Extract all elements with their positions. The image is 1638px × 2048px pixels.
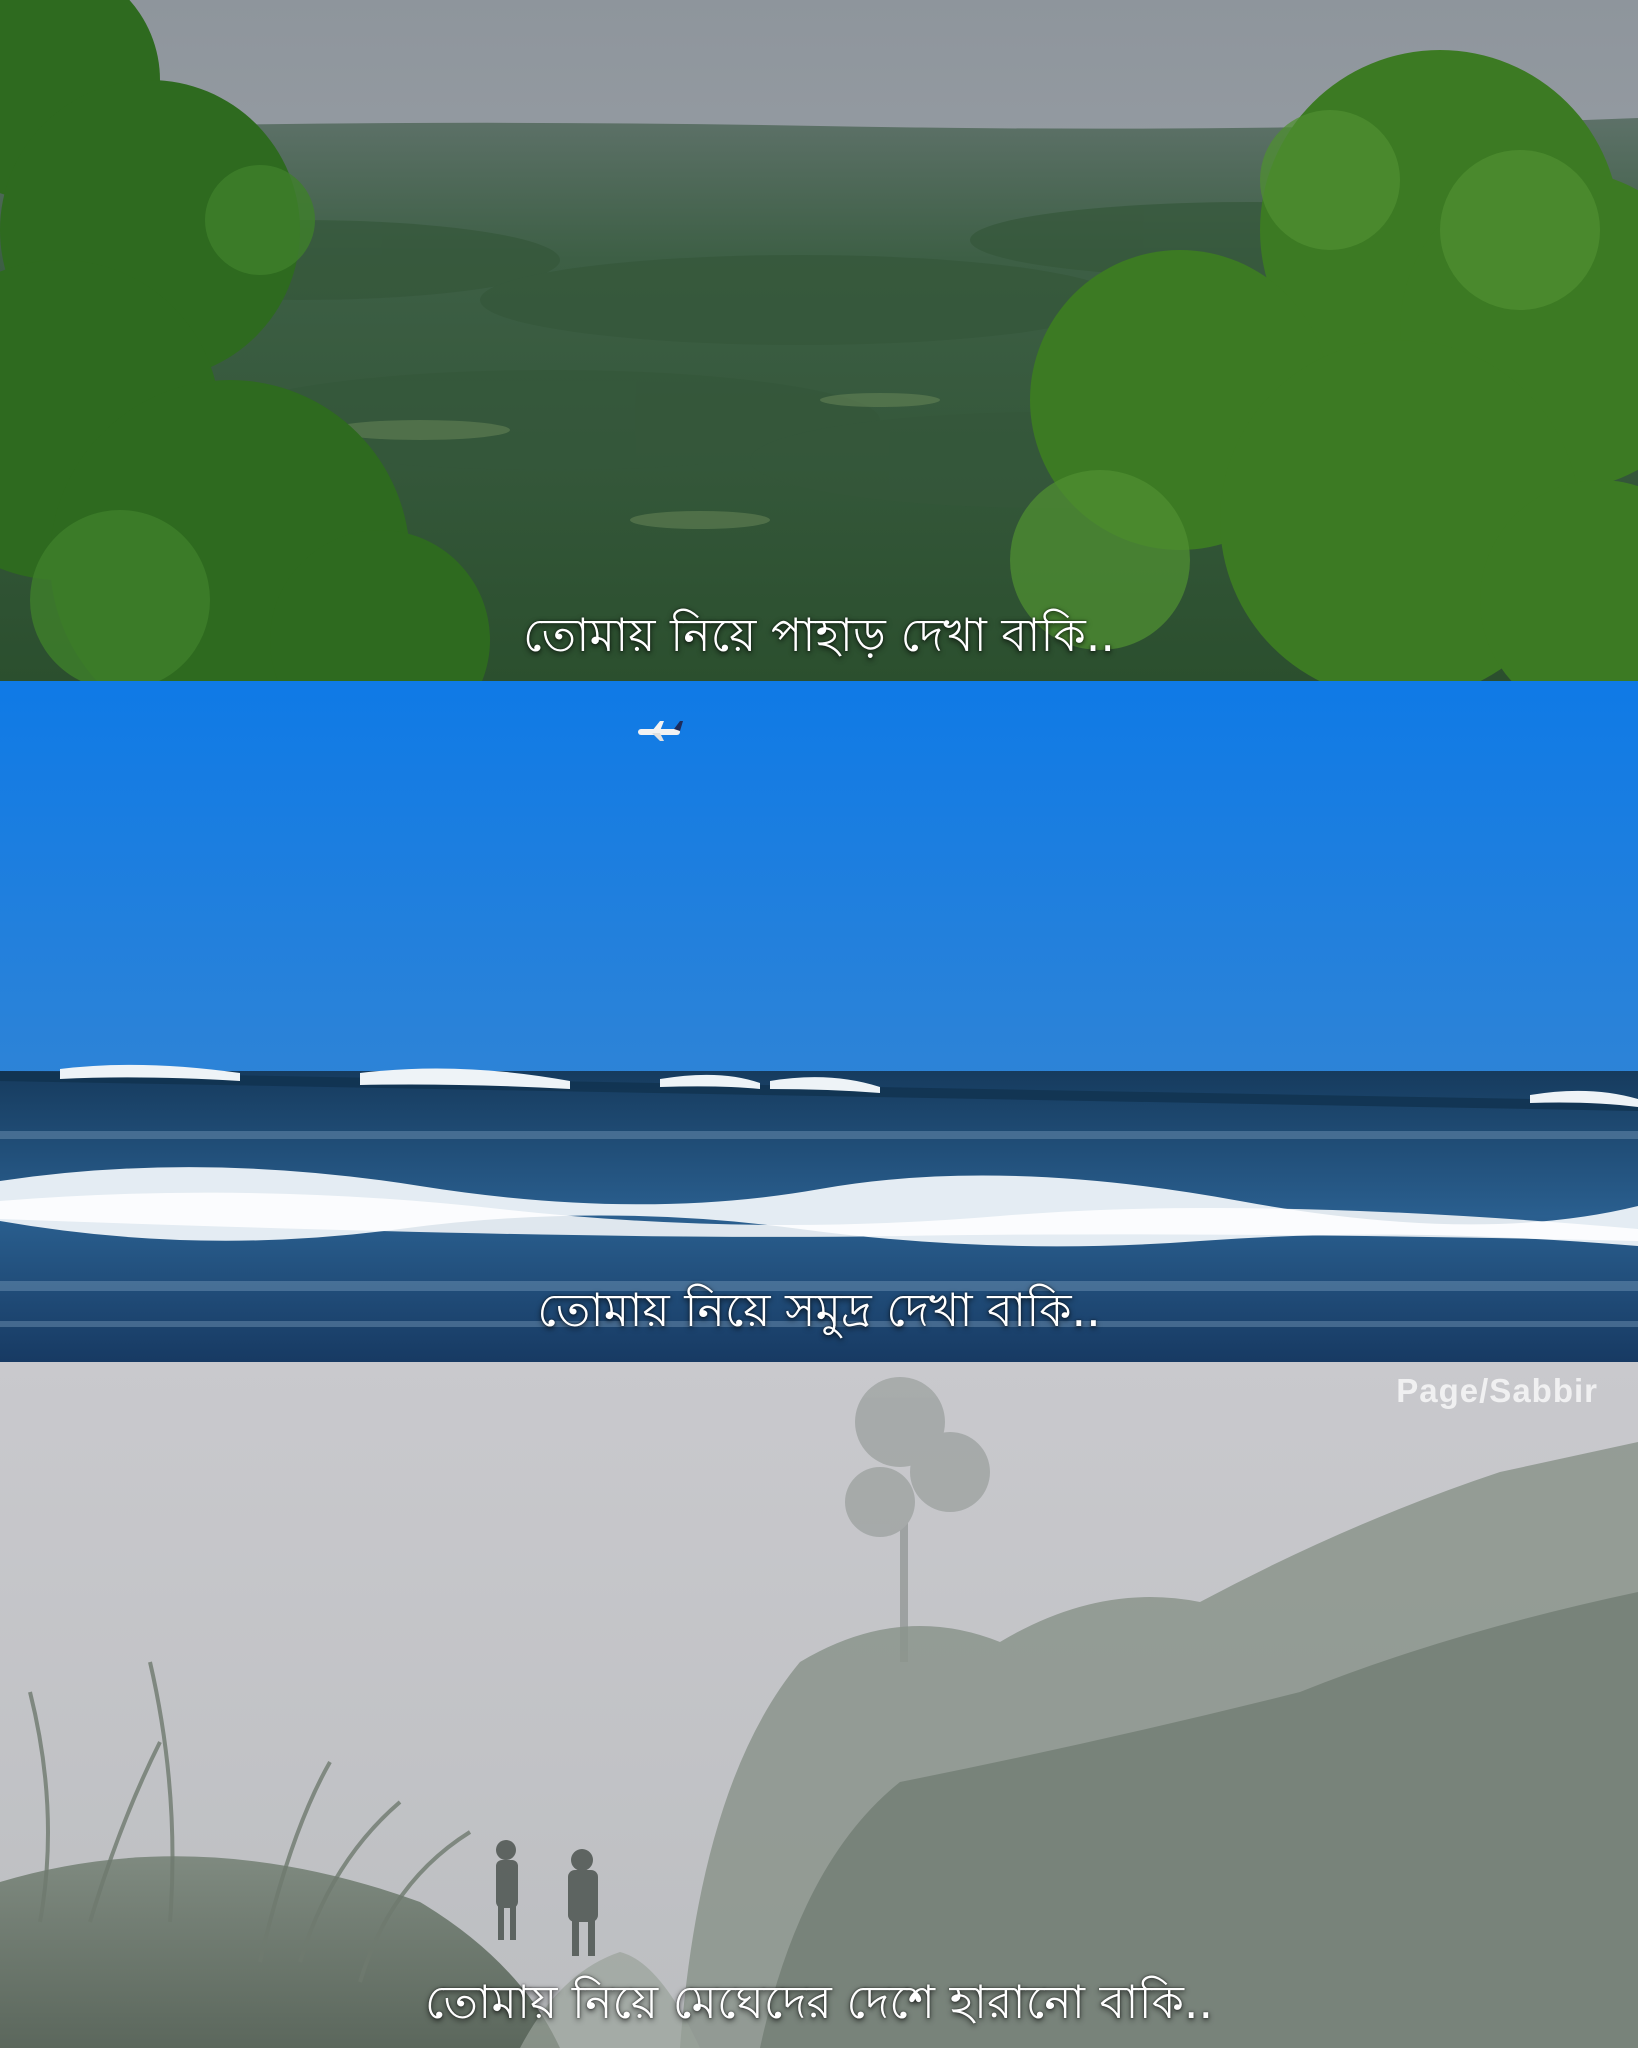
hills-scene <box>0 0 1638 681</box>
misty-scene <box>0 1362 1638 2048</box>
caption-clouds: তোমায় নিয়ে মেঘেদের দেশে হারানো বাকি.. <box>424 1975 1214 2029</box>
blue-sky <box>0 681 1638 1101</box>
sea-panel <box>0 681 1638 1362</box>
misty-panel <box>0 1362 1638 2048</box>
hills-panel <box>0 0 1638 681</box>
caption-sea: তোমায় নিয়ে সমুদ্র দেখা বাকি.. <box>537 1283 1101 1337</box>
caption-hills: তোমায় নিয়ে পাহাড় দেখা বাকি.. <box>523 608 1115 662</box>
watermark: Page/Sabbir <box>1396 1372 1598 1409</box>
sea-scene <box>0 681 1638 1362</box>
